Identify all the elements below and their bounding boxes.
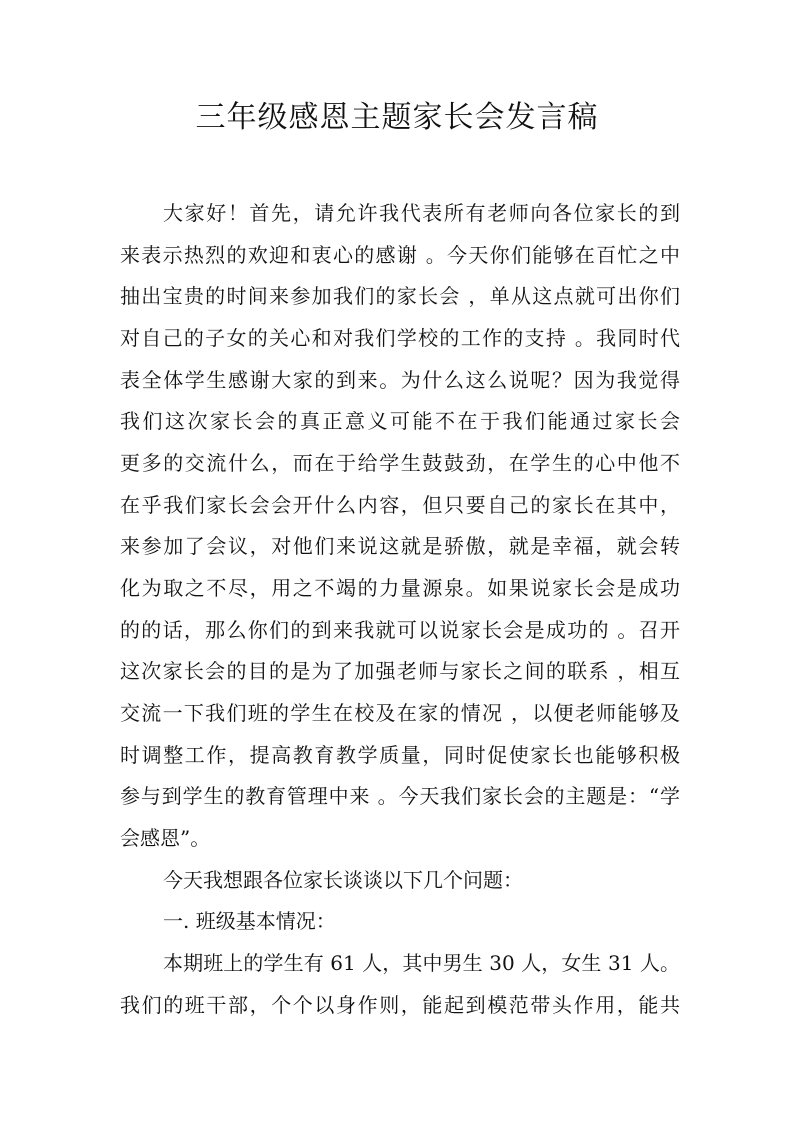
paragraph-line: 更多的交流什么，而在于给学生鼓鼓劲，在学生的心中他不	[120, 451, 680, 475]
paragraph-line: 参与到学生的教育管理中来 。今天我们家长会的主题是：“学	[120, 784, 680, 808]
document-title: 三年级感恩主题家长会发言稿	[195, 100, 599, 135]
paragraph-line: 本期班上的学生有 61 人，其中男生 30 人，女生 31 人。	[163, 951, 680, 975]
paragraph-line: 抽出宝贵的时间来参加我们的家长会 ，单从这点就可出你们	[120, 284, 680, 308]
paragraph-line: 来表示热烈的欢迎和衷心的感谢 。今天你们能够在百忙之中	[120, 243, 680, 267]
paragraph-line: 大家好！首先，请允许我代表所有老师向各位家长的到	[163, 201, 680, 225]
section-heading: 一. 班级基本情况：	[163, 909, 336, 933]
paragraph-line: 我们的班干部，个个以身作则，能起到模范带头作用，能共	[120, 993, 680, 1017]
paragraph-line: 表全体学生感谢大家的到来。为什么这么说呢？因为我觉得	[120, 368, 680, 392]
paragraph-line: 在乎我们家长会会开什么内容，但只要自己的家长在其中，	[120, 493, 680, 517]
paragraph-line: 时调整工作，提高教育教学质量，同时促使家长也能够积极	[120, 743, 680, 767]
paragraph-line: 的的话，那么你们的到来我就可以说家长会是成功的 。召开	[120, 618, 680, 642]
paragraph-line: 今天我想跟各位家长谈谈以下几个问题：	[163, 868, 523, 892]
paragraph-line: 化为取之不尽，用之不竭的力量源泉。如果说家长会是成功	[120, 576, 680, 600]
paragraph-line: 来参加了会议，对他们来说这就是骄傲，就是幸福，就会转	[120, 534, 680, 558]
paragraph-line: 我们这次家长会的真正意义可能不在于我们能通过家长会	[120, 409, 680, 433]
paragraph-line: 交流一下我们班的学生在校及在家的情况 ，以便老师能够及	[120, 701, 680, 725]
paragraph-line: 对自己的子女的关心和对我们学校的工作的支持 。我同时代	[120, 326, 680, 350]
paragraph-line: 会感恩”。	[120, 826, 211, 850]
paragraph-line: 这次家长会的目的是为了加强老师与家长之间的联系 ，相互	[120, 659, 680, 683]
